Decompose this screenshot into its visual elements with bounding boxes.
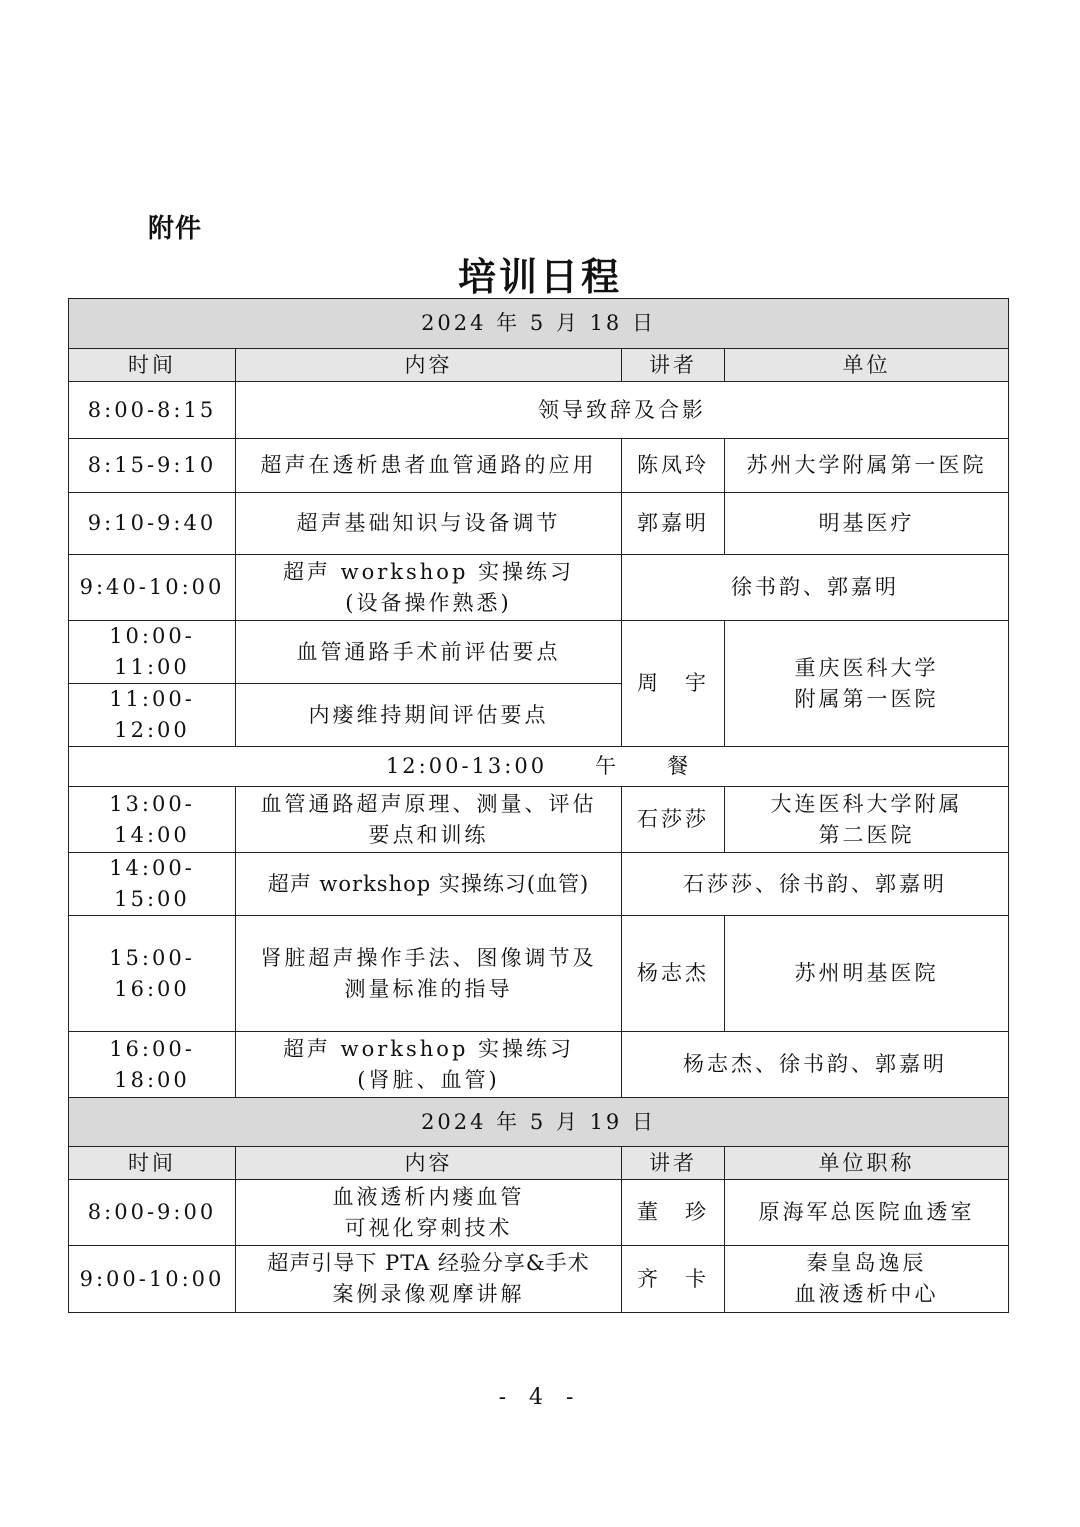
speaker-cell: 石莎莎 <box>622 787 725 853</box>
speaker-cell: 齐 卡 <box>622 1246 725 1313</box>
time-cell: 13:00-14:00 <box>69 787 236 853</box>
content-line: 血管通路超声原理、测量、评估 <box>260 791 597 816</box>
content-line: 肾脏超声操作手法、图像调节及 <box>260 945 597 970</box>
content-cell: 超声基础知识与设备调节 <box>236 493 622 555</box>
unit-line: 秦皇岛逸辰 <box>806 1251 927 1275</box>
table-row <box>69 555 1009 621</box>
content-line: 超声引导下 PTA 经验分享&手术 <box>267 1251 590 1275</box>
content-line: 血液透析内瘘血管 <box>332 1184 525 1209</box>
content-line: (设备操作熟悉) <box>345 590 512 615</box>
content-line: 测量标准的指导 <box>344 976 513 1001</box>
unit-cell: 苏州大学附属第一医院 <box>725 439 1009 493</box>
table-row <box>69 787 1009 853</box>
header-content: 内容 <box>236 1147 622 1180</box>
unit-line: 附属第一医院 <box>794 686 939 711</box>
date-cell: 2024 年 5 月 18 日 <box>69 299 1009 349</box>
page-title: 培训日程 <box>457 255 622 299</box>
content-line: 案例录像观摩讲解 <box>332 1282 525 1306</box>
date-row <box>69 299 1009 349</box>
speaker-cell: 董 珍 <box>622 1180 725 1246</box>
unit-line: 血液透析中心 <box>794 1282 939 1306</box>
content-line: 超声 workshop 实操练习 <box>282 1036 575 1061</box>
page-number: - 4 - <box>498 1385 582 1410</box>
header-unit: 单位 <box>725 349 1009 382</box>
content-line: (肾脏、血管) <box>357 1067 500 1092</box>
unit-cell: 明基医疗 <box>725 493 1009 555</box>
time-cell: 15:00-16:00 <box>69 916 236 1032</box>
speakers-cell: 徐书韵、郭嘉明 <box>622 555 1009 621</box>
content-cell <box>236 916 622 1032</box>
unit-cell <box>725 787 1009 853</box>
schedule-table <box>68 298 1009 1313</box>
lunch-cell: 12:00-13:00 午 餐 <box>69 747 1009 787</box>
time-cell: 9:10-9:40 <box>69 493 236 555</box>
date-row <box>69 1098 1009 1147</box>
table-row <box>69 916 1009 1032</box>
content-line: 超声 workshop 实操练习 <box>282 559 575 584</box>
table-row <box>69 1032 1009 1098</box>
time-cell: 8:00-9:00 <box>69 1180 236 1246</box>
content-cell: 领导致辞及合影 <box>236 382 1009 439</box>
table-row <box>69 621 1009 684</box>
speaker-cell: 郭嘉明 <box>622 493 725 555</box>
content-line: 要点和训练 <box>368 822 489 847</box>
content-line: 可视化穿刺技术 <box>344 1215 513 1240</box>
time-cell: 16:00-18:00 <box>69 1032 236 1098</box>
time-cell: 8:00-8:15 <box>69 382 236 439</box>
speakers-cell: 杨志杰、徐书韵、郭嘉明 <box>622 1032 1009 1098</box>
header-unit: 单位职称 <box>725 1147 1009 1180</box>
speaker-cell: 陈凤玲 <box>622 439 725 493</box>
time-cell: 9:00-10:00 <box>69 1246 236 1313</box>
unit-cell <box>725 621 1009 747</box>
time-cell: 8:15-9:10 <box>69 439 236 493</box>
unit-cell: 原海军总医院血透室 <box>725 1180 1009 1246</box>
content-cell: 超声 workshop 实操练习(血管) <box>236 853 622 916</box>
unit-line: 第二医院 <box>818 822 915 847</box>
header-time: 时间 <box>69 1147 236 1180</box>
table-row <box>69 1180 1009 1246</box>
speaker-cell: 周 宇 <box>622 621 725 747</box>
content-cell: 血管通路手术前评估要点 <box>236 621 622 684</box>
content-cell <box>236 1246 622 1313</box>
content-cell <box>236 555 622 621</box>
content-cell <box>236 1032 622 1098</box>
table-row <box>69 382 1009 439</box>
table-row <box>69 439 1009 493</box>
speakers-cell: 石莎莎、徐书韵、郭嘉明 <box>622 853 1009 916</box>
time-cell: 9:40-10:00 <box>69 555 236 621</box>
content-cell <box>236 1180 622 1246</box>
unit-line: 大连医科大学附属 <box>770 791 963 816</box>
unit-line: 重庆医科大学 <box>794 655 939 680</box>
unit-cell <box>725 1246 1009 1313</box>
table-row <box>69 853 1009 916</box>
date-cell: 2024 年 5 月 19 日 <box>69 1098 1009 1147</box>
attachment-label: 附件 <box>148 214 203 244</box>
header-speaker: 讲者 <box>622 1147 725 1180</box>
header-row <box>69 349 1009 382</box>
time-cell: 10:00-11:00 <box>69 621 236 684</box>
time-cell: 14:00-15:00 <box>69 853 236 916</box>
header-content: 内容 <box>236 349 622 382</box>
header-speaker: 讲者 <box>622 349 725 382</box>
unit-cell: 苏州明基医院 <box>725 916 1009 1032</box>
content-cell: 超声在透析患者血管通路的应用 <box>236 439 622 493</box>
speaker-cell: 杨志杰 <box>622 916 725 1032</box>
table-row <box>69 493 1009 555</box>
content-cell: 内瘘维持期间评估要点 <box>236 684 622 747</box>
content-cell <box>236 787 622 853</box>
lunch-row <box>69 747 1009 787</box>
header-time: 时间 <box>69 349 236 382</box>
time-cell: 11:00-12:00 <box>69 684 236 747</box>
header-row <box>69 1147 1009 1180</box>
table-row <box>69 1246 1009 1313</box>
